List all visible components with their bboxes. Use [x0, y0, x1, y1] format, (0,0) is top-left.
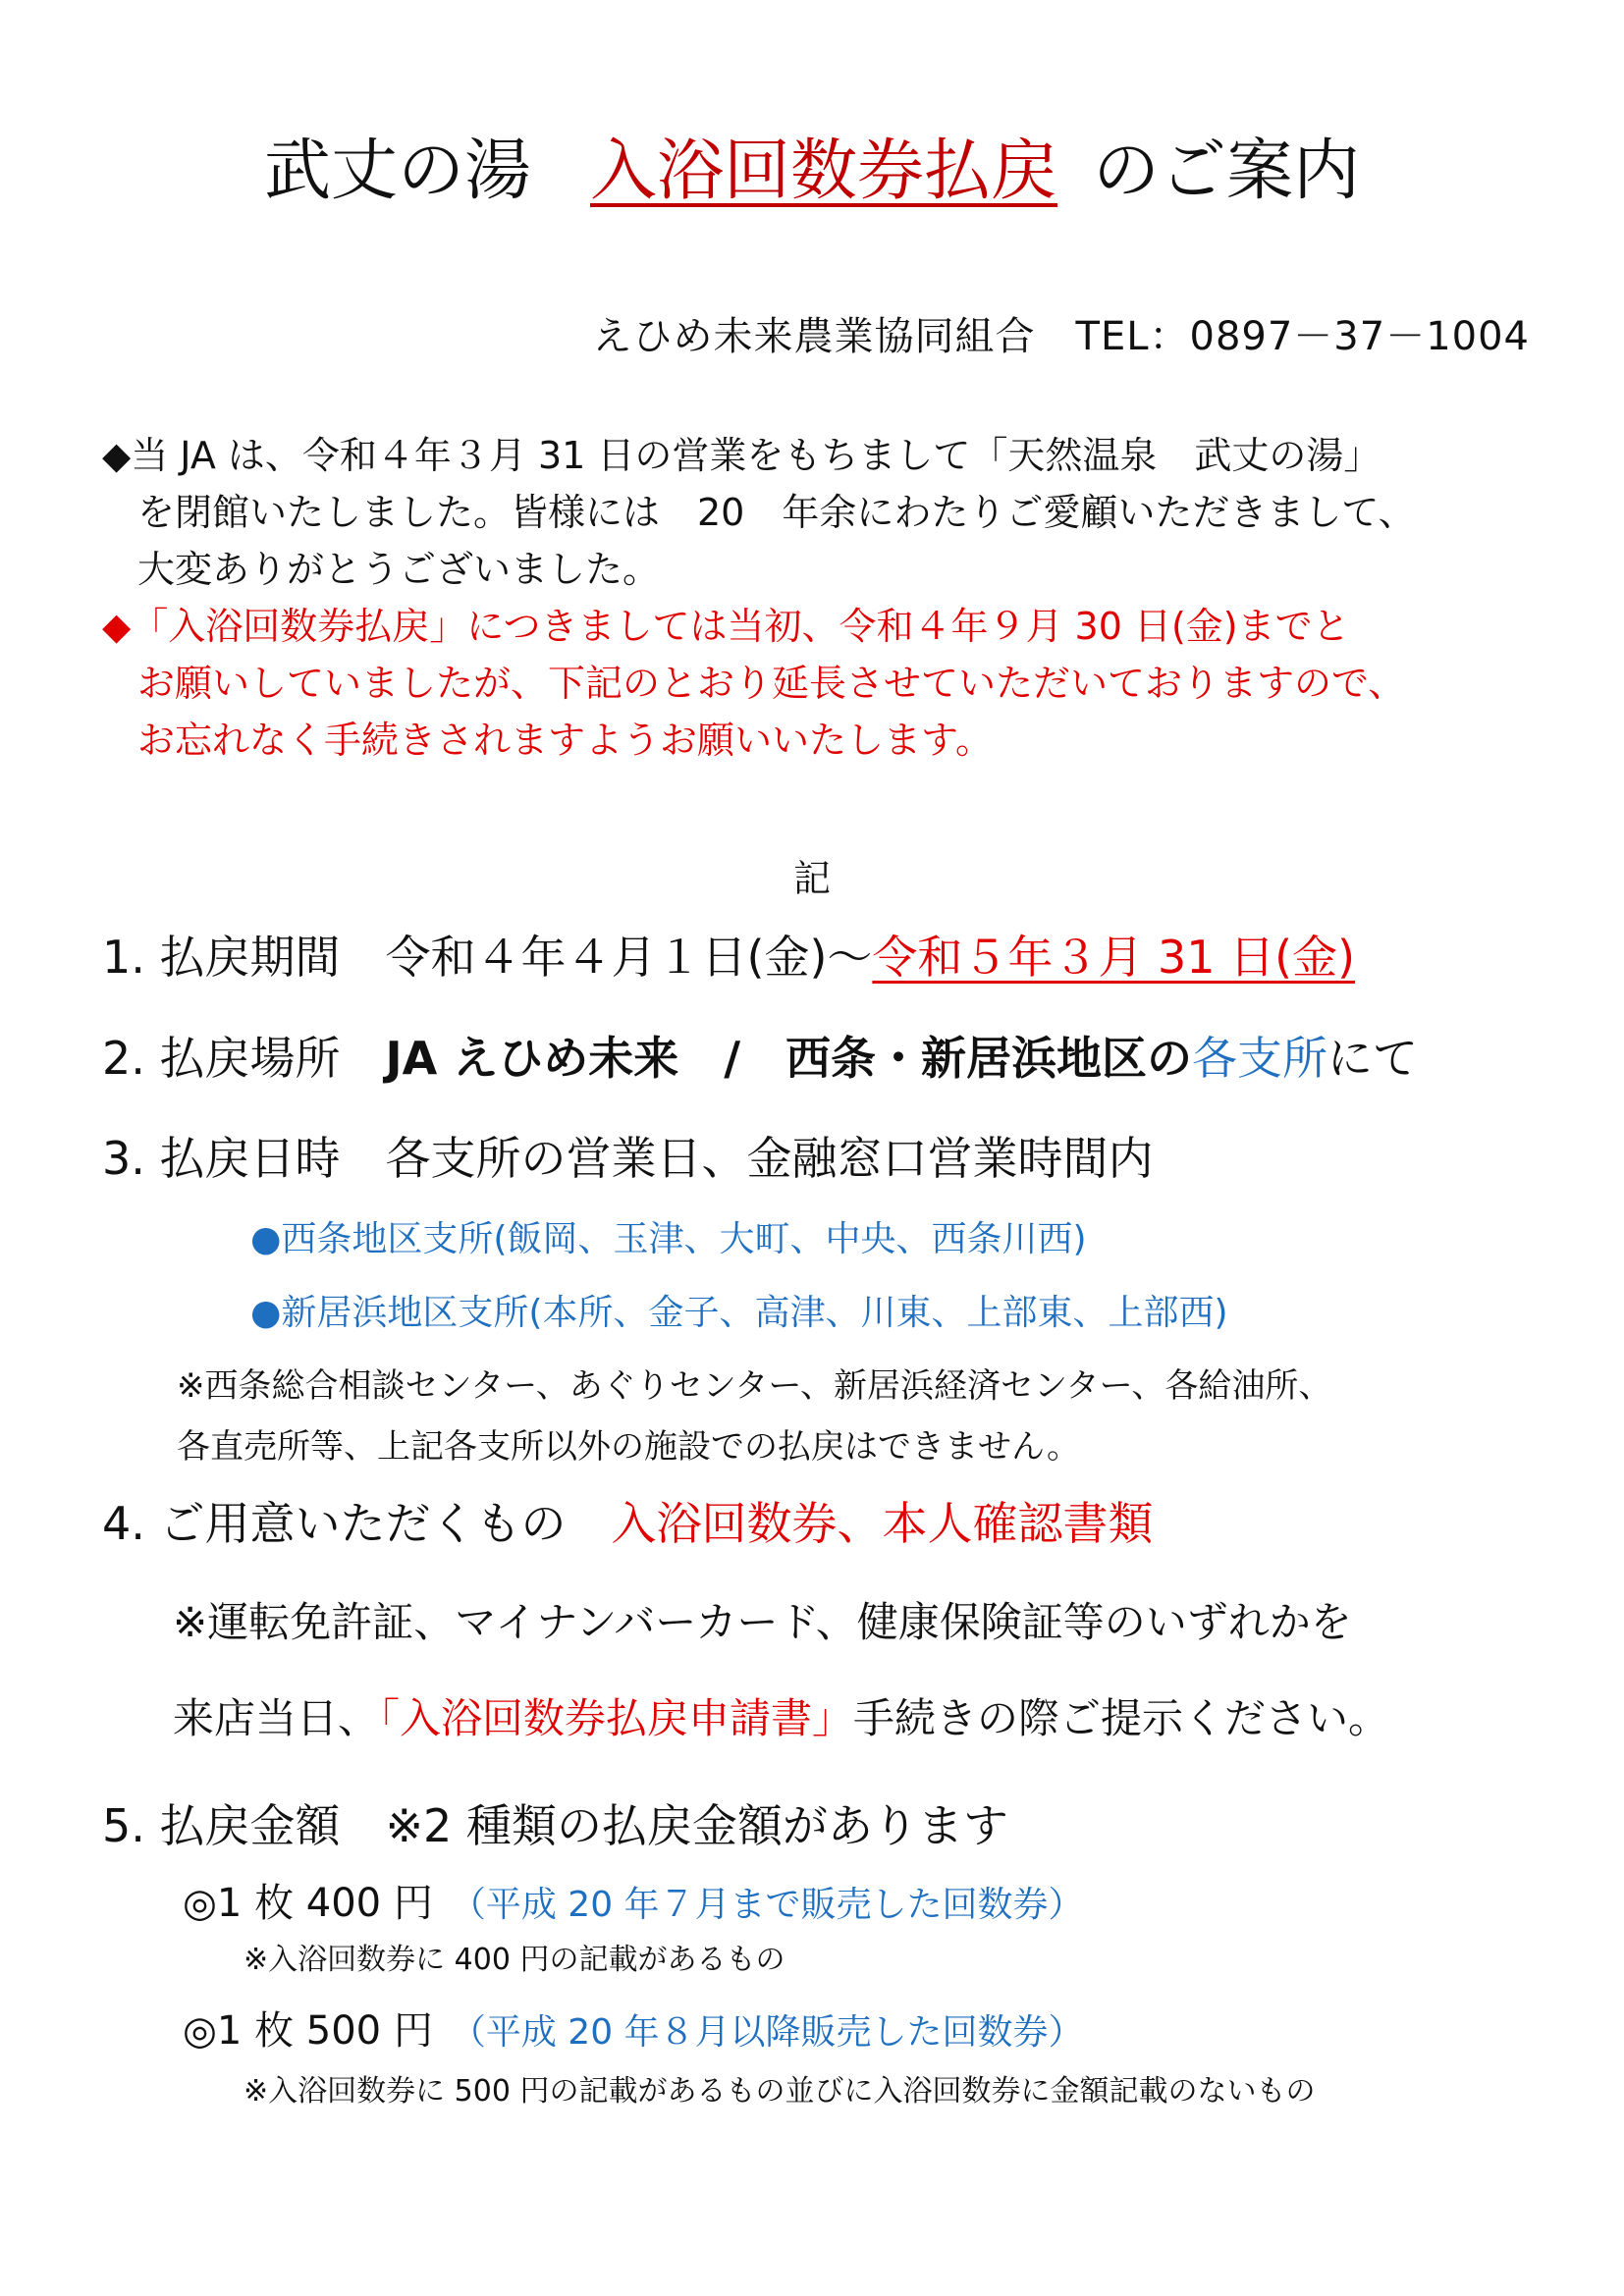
application-form-pre: 来店当日、 — [173, 1694, 380, 1742]
title-highlight: 入浴回数券払戻 — [589, 133, 1057, 210]
item-refund-amount: 5. 払戻金額 ※2 種類の払戻金額があります — [102, 1799, 1008, 1852]
application-form-post: 手続きの際ご提示ください。 — [853, 1694, 1390, 1742]
refund-place-label: 2. 払戻場所 — [102, 1032, 386, 1085]
closing-notice-line-1: ◆当 JA は、令和４年３月 31 日の営業をもちまして「天然温泉 武丈の湯」 — [102, 434, 1381, 477]
refund-period-label: 1. 払戻期間 令和４年４月１日(金)～ — [102, 931, 873, 984]
amount-400-desc: （平成 20 年７月まで販売した回数券） — [450, 1885, 1084, 1925]
title-suffix: のご案内 — [1093, 133, 1361, 210]
amount-500-desc: （平成 20 年８月以降販売した回数券） — [450, 2012, 1084, 2053]
closing-notice-line-3: 大変ありがとうございました。 — [137, 548, 661, 591]
refund-place-suffix: にて — [1327, 1032, 1419, 1085]
amount-500 — [183, 2004, 1084, 2057]
excluded-facilities-note-2: 各直売所等、上記各支所以外の施設での払戻はできません。 — [177, 1427, 1081, 1467]
extension-notice-line-2: お願いしていましたが、下記のとおり延長させていただいておりますので、 — [137, 662, 1406, 705]
closing-notice — [102, 427, 1416, 598]
application-form-note — [173, 1691, 1389, 1746]
title-facility: 武丈の湯 — [263, 133, 531, 210]
extension-notice — [102, 598, 1405, 769]
niihama-branches: ●新居浜地区支所(本所、金子、高津、川東、上部東、上部西) — [250, 1293, 1228, 1333]
item-refund-hours: 3. 払戻日時 各支所の営業日、金融窓口営業時間内 — [102, 1132, 1154, 1185]
required-items-label: 4. ご用意いただくもの — [102, 1497, 612, 1550]
refund-period-deadline: 令和５年３月 31 日(金) — [872, 931, 1356, 984]
amount-500-value: ◎1 枚 500 円 — [183, 2008, 433, 2054]
saijo-branches: ●西条地区支所(飯岡、玉津、大町、中央、西条川西) — [250, 1219, 1087, 1259]
item-refund-place — [102, 1029, 1418, 1088]
page-title — [0, 128, 1624, 216]
item-required-items — [102, 1494, 1154, 1553]
refund-place-branches: 各支所 — [1192, 1032, 1328, 1085]
amount-400-value: ◎1 枚 400 円 — [183, 1881, 433, 1926]
extension-notice-line-3: お忘れなく手続きされますようお願いいたします。 — [137, 719, 993, 762]
extension-notice-line-1: ◆「入浴回数券払戻」につきましては当初、令和４年９月 30 日(金)までと — [102, 605, 1350, 648]
closing-notice-line-2: を閉館いたしました。皆様には 20 年余にわたりご愛顧いただきまして、 — [137, 491, 1416, 534]
amount-400-note: ※入浴回数券に 400 円の記載があるもの — [244, 1943, 785, 1977]
required-items-highlight: 入浴回数券、本人確認書類 — [611, 1497, 1154, 1550]
section-mark: 記 — [792, 857, 831, 900]
id-documents-note: ※運転免許証、マイナンバーカード、健康保険証等のいずれかを — [173, 1598, 1352, 1646]
amount-400 — [183, 1877, 1084, 1930]
item-refund-period — [102, 928, 1355, 987]
amount-500-note: ※入浴回数券に 500 円の記載があるもの並びに入浴回数券に金額記載のないもの — [244, 2074, 1316, 2109]
refund-place-ja: JA えひめ未来 / 西条・新居浜地区の — [385, 1032, 1193, 1085]
organization-contact: えひめ未来農業協同組合 TEL：0897－37－1004 — [592, 314, 1530, 359]
excluded-facilities-note-1: ※西条総合相談センター、あぐりセンター、新居浜経済センター、各給油所、 — [177, 1366, 1332, 1406]
application-form-name: 「入浴回数券払戻申請書」 — [379, 1694, 854, 1742]
